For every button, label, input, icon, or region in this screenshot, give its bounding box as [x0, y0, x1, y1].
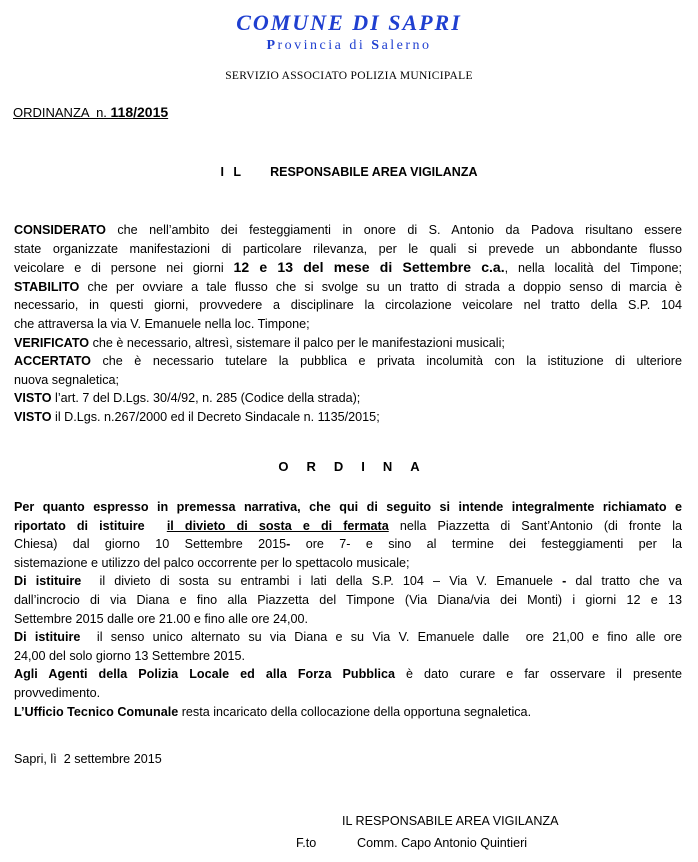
ordina-heading: ORDINA	[278, 459, 438, 474]
order-1-line-1: Per quanto espresso in premessa narrativa, che qui di seguito si intende integralmente richiamato e	[14, 500, 682, 514]
signature-title: IL RESPONSABILE AREA VIGILANZA	[342, 814, 559, 828]
accertato-keyword: ACCERTATO	[14, 354, 91, 369]
order-4-line-1	[14, 665, 682, 684]
order-4-line-2: provvedimento.	[14, 685, 101, 700]
service-line: SERVIZIO ASSOCIATO POLIZIA MUNICIPALE	[225, 70, 473, 82]
order-2-line-1	[14, 572, 682, 591]
considerato-dates: 12 e 13 del mese di Settembre c.a.	[233, 259, 505, 276]
verificato-keyword: VERIFICATO	[14, 335, 90, 350]
stabilito-line-1	[14, 278, 682, 297]
orders-section	[14, 498, 682, 721]
visto-text-1: l’art. 7 del D.Lgs. 30/4/92, n. 285 (Codice della strada);	[51, 391, 361, 406]
order-5-text: resta incaricato della collocazione della opportuna segnaletica.	[178, 704, 532, 719]
stabilito-keyword: STABILITO	[14, 279, 80, 294]
visto-line-2	[14, 408, 682, 427]
order-1-text-3: Chiesa) dal giorno 10 Settembre 2015	[14, 537, 287, 552]
considerato-text-3c: , nella località del Timpone;	[504, 261, 682, 276]
order-1-line-2	[14, 517, 682, 536]
province-text-1: rovincia di	[277, 38, 372, 53]
stabilito-text-1: che per ovviare a tale flusso che si svolge su un tratto di strada a doppio senso di marcia è	[79, 279, 682, 294]
stabilito-line-3: che attraversa la via V. Emanuele nella loc. Timpone;	[14, 316, 310, 331]
visto-keyword-2: VISTO	[14, 409, 52, 424]
province-initial-p: P	[266, 38, 278, 53]
considerato-line-2: state organizzate manifestazioni di particolare rilevanza, per le quali si prevede un abbondante flusso	[14, 241, 682, 256]
order-1-line-4: sistemazione e utilizzo del palco occorrente per lo spettacolo musicale;	[14, 555, 410, 570]
considerato-line-3	[14, 258, 682, 278]
order-1-dash: -	[286, 537, 306, 552]
visto-keyword-1: VISTO	[14, 391, 52, 406]
ordinance-label: ORDINANZA n.	[13, 105, 111, 120]
accertato-line-1	[14, 352, 682, 371]
visto-line-1	[14, 389, 682, 408]
municipality-title: COMUNE DI SAPRI	[236, 10, 462, 35]
verificato-line	[14, 334, 682, 353]
issuer-il: I L	[220, 165, 245, 179]
ordinance-number	[13, 104, 168, 120]
visto-text-2: il D.Lgs. n.267/2000 ed il Decreto Sindacale n. 1135/2015;	[51, 409, 380, 424]
considerato-keyword: CONSIDERATO	[14, 223, 106, 237]
order-1-hour: ore 7-	[305, 537, 351, 552]
date-line: Sapri, lì 2 settembre 2015	[14, 752, 162, 766]
premises-section	[14, 221, 682, 427]
accertato-line-2: nuova segnaletica;	[14, 372, 120, 387]
considerato-text-3a: veicolare e di persone nei giorni	[14, 261, 234, 276]
no-parking-phrase: il divieto di sosta e di fermata	[166, 518, 389, 533]
order-5-line	[14, 703, 682, 722]
signature-fto: F.to	[296, 836, 317, 850]
province-line	[0, 38, 698, 54]
order-1-text-2: nella Piazzetta di Sant’Antonio (di fronte la	[388, 518, 682, 533]
order-2-keyword: Di istituire	[14, 574, 82, 589]
order-2-line-2: dall’incrocio di via Diana e fino alla Piazzetta del Timpone (Via Diana/via dei Monti) i giorni 12 e 13	[14, 592, 682, 607]
order-1-line-3	[14, 535, 682, 554]
order-4-keyword: Agli Agenti della Polizia Locale ed alla Forza Pubblica	[14, 667, 395, 682]
order-3-text-1: il senso unico alternato su via Diana e su Via V. Emanuele dalle ore 21,00 e fino alle ore	[80, 630, 682, 645]
order-1-intro: riportato di istituire	[14, 518, 167, 533]
order-2-text-1: il divieto di sosta su entrambi i lati della S.P. 104 – Via V. Emanuele	[81, 574, 563, 589]
order-5-keyword: L’Ufficio Tecnico Comunale	[14, 704, 179, 719]
order-1-text-3-rest: e sino al termine dei festeggiamenti per la	[350, 537, 682, 552]
order-3-line-2: 24,00 del solo giorno 13 Settembre 2015.	[14, 648, 246, 663]
order-2-line-3: Settembre 2015 dalle ore 21.00 e fino alle ore 24,00.	[14, 611, 309, 626]
ordinance-number-value: 118/2015	[110, 104, 169, 120]
signature-name: Comm. Capo Antonio Quintieri	[357, 836, 528, 850]
order-4-text-1: è dato curare e far osservare il presente	[394, 667, 682, 682]
province-text-2: alerno	[381, 38, 432, 53]
order-3-line-1	[14, 628, 682, 647]
accertato-text-1: che è necessario tutelare la pubblica e privata incolumità con la istituzione di ulteriore	[90, 354, 682, 369]
considerato-line-1	[14, 221, 682, 240]
verificato-text: che è necessario, altresì, sistemare il palco per le manifestazioni musicali;	[89, 335, 505, 350]
issuer-title: RESPONSABILE AREA VIGILANZA	[270, 165, 478, 179]
order-2-text-1c: dal tratto che va	[566, 574, 682, 589]
order-2-dash: -	[562, 574, 567, 589]
considerato-text-1: che nell’ambito dei festeggiamenti in onore di S. Antonio da Padova risultano essere	[105, 223, 682, 237]
order-3-keyword: Di istituire	[14, 630, 81, 645]
issuer-heading	[0, 165, 698, 179]
stabilito-line-2: necessario, in questi giorni, provvedere a disciplinare la circolazione veicolare nel tratto della S.P. 104	[14, 298, 682, 313]
province-initial-s: S	[371, 38, 382, 53]
